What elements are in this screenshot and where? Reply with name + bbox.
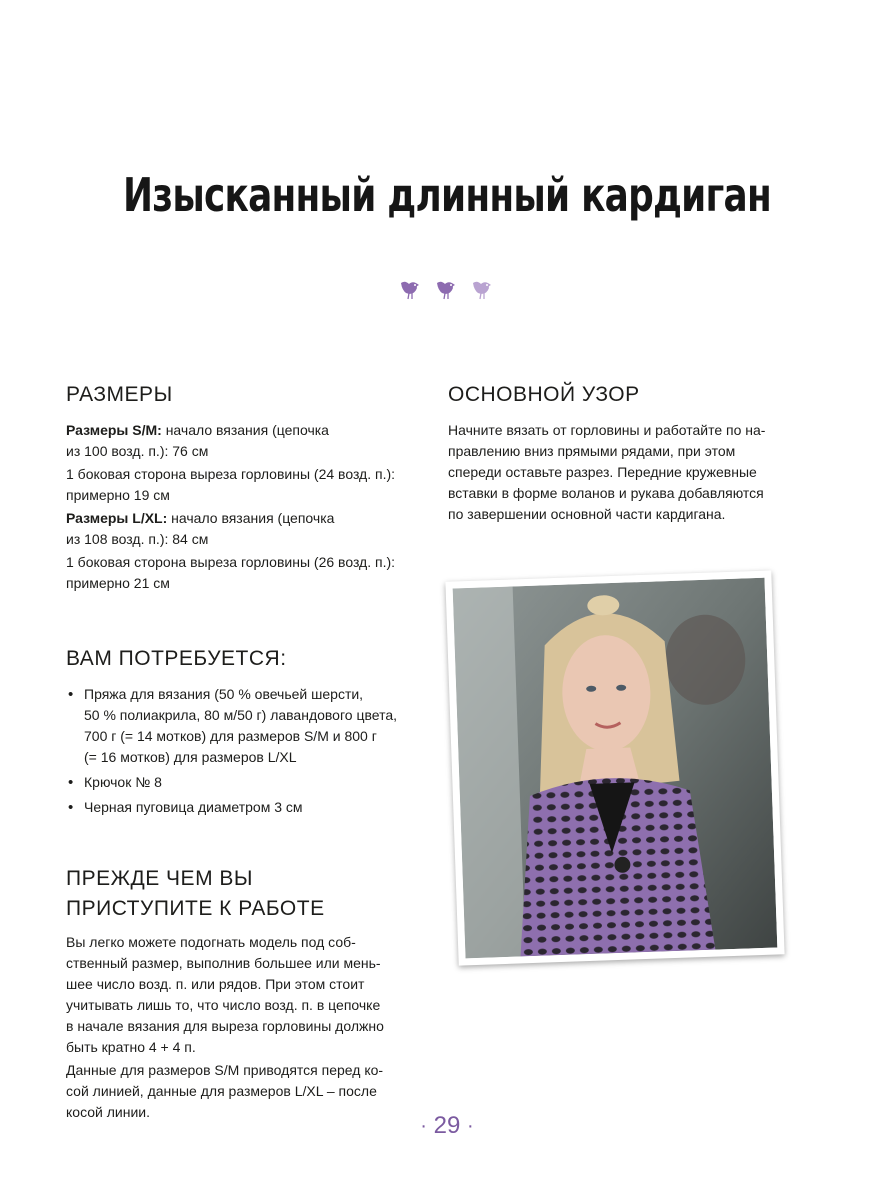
sizes-block: Размеры S/M: начало вязания (цепочка из 100 возд. п.): 76 см 1 боковая сторона выреза горловины (24 возд. п.): примерно 19 см Размеры L/XL: начало вязания (цепочка из 108 возд. п.): 84 см 1 боковая сторона выреза горловины (26 возд. п.): примерно 21 см (66, 420, 436, 594)
before-start-text: Вы легко можете подогнать модель под соб- ственный размер, выполнив большее или мень- шее число возд. п. или рядов. При этом стоит учитывать лишь то, что число возд. п. в цепочке в начале вязания для выреза горловины должно быть кратно 4 + 4 п. Данные для размеров S/M приводятся перед ко- сой линией, данные для размеров L/XL – после косой линии. (66, 934, 384, 1120)
before-start-heading: ПРЕЖДЕ ЧЕМ ВЫ ПРИСТУПИТЕ К РАБОТЕ (66, 867, 325, 920)
sizes-lxl-line: Размеры L/XL: начало вязания (цепочка (66, 510, 335, 526)
model-photo (445, 570, 784, 965)
list-item: • Черная пуговица диаметром 3 см (66, 797, 436, 818)
bird-icon (397, 274, 425, 302)
main-pattern-text: Начните вязать от горловины и работайте по на- правлению вниз прямыми рядами, при этом спереди оставьте разрез. Передние кружевные вставки в форме воланов и рукава добавляются по завершении основной части кардигана. (448, 422, 766, 522)
bird-icon (433, 274, 461, 302)
list-item: • Пряжа для вязания (50 % овечьей шерсти, 50 % полиакрила, 80 м/50 г) лавандового цвета, 700 г (= 14 мотков) для размеров S/M и 800 г (= 16 мотков) для размеров L/XL (66, 684, 436, 768)
page-title: Изысканный длинный кардиган (123, 168, 771, 222)
materials-list (66, 684, 436, 818)
main-pattern-heading: ОСНОВНОЙ УЗОР (448, 383, 640, 406)
photo-illustration (453, 578, 778, 959)
sizes-heading: РАЗМЕРЫ (66, 383, 173, 406)
sizes-sm-label: Размеры S/M: (66, 422, 162, 438)
sizes-sm-line: Размеры S/M: начало вязания (цепочка (66, 422, 329, 438)
bird-icon (469, 274, 497, 302)
list-item: • Крючок № 8 (66, 772, 436, 793)
sizes-lxl-label: Размеры L/XL: (66, 510, 168, 526)
materials-block (66, 684, 436, 822)
materials-heading: ВАМ ПОТРЕБУЕТСЯ: (66, 647, 287, 670)
page-number: · 29 · (420, 1112, 474, 1139)
decorative-birds (0, 274, 894, 302)
